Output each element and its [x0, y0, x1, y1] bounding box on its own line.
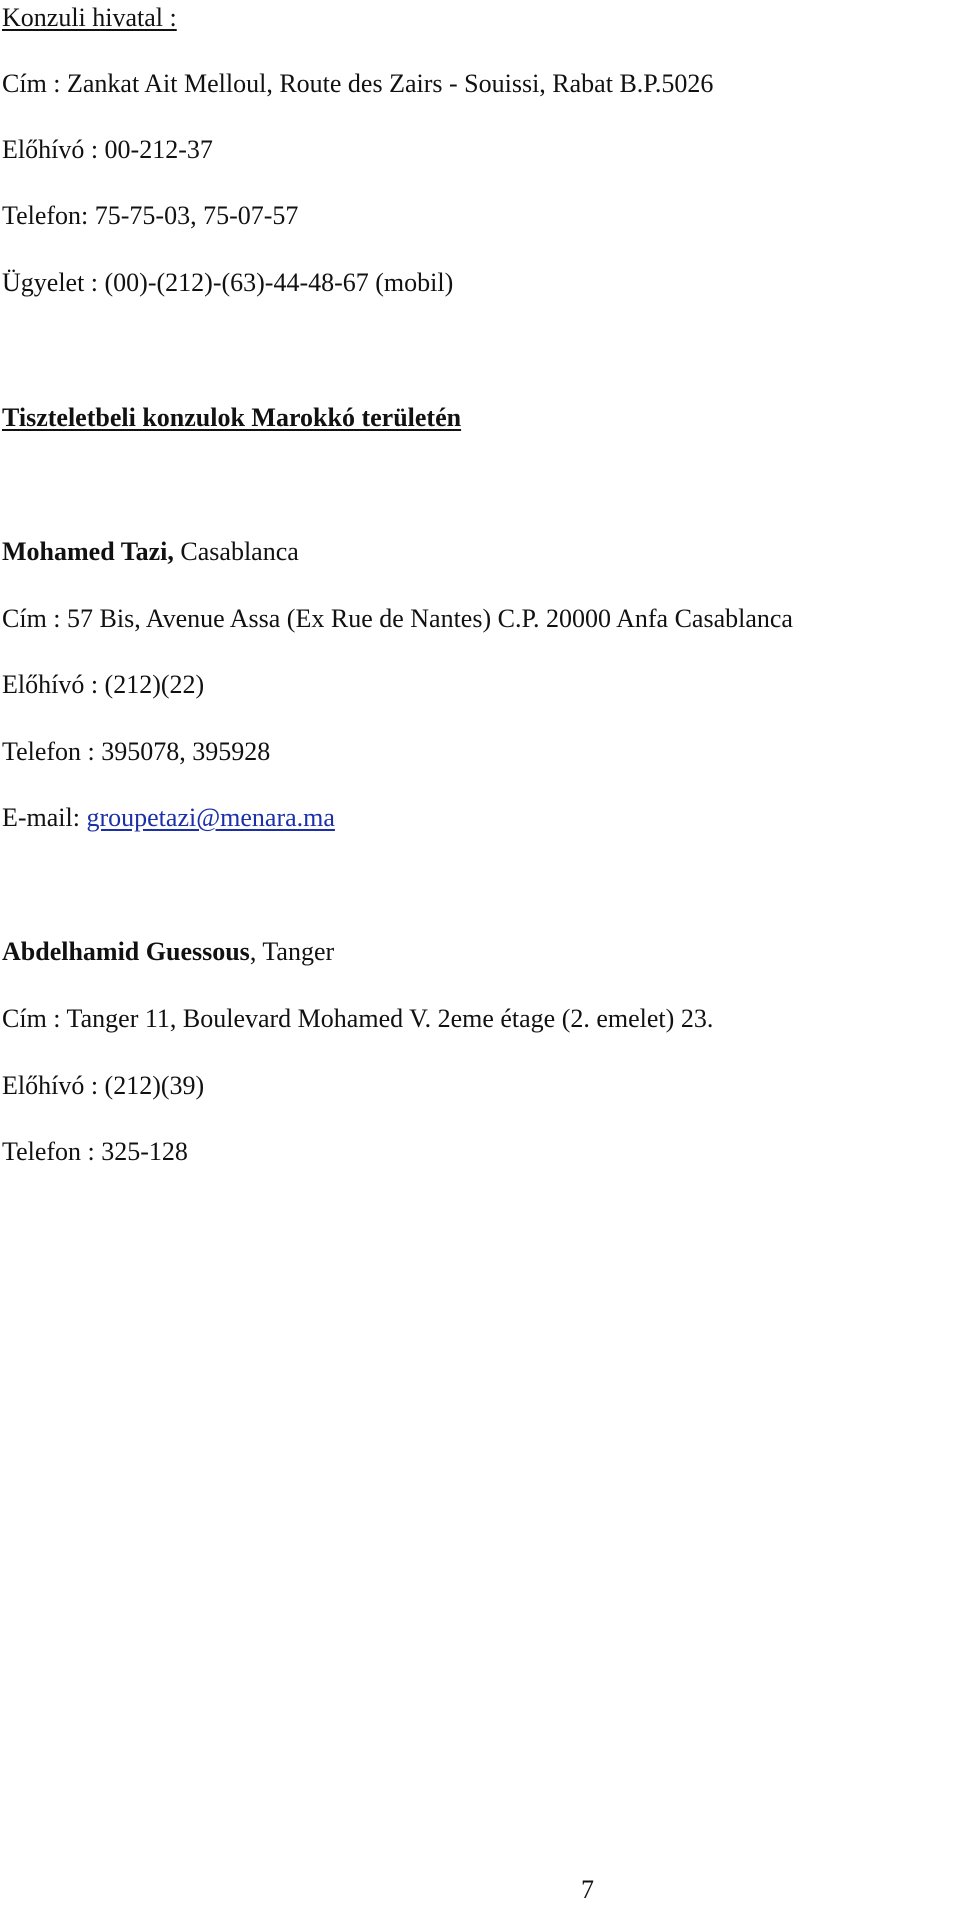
consul-phone: Telefon : 325-128	[2, 1137, 188, 1166]
email-label: E-mail:	[2, 803, 87, 832]
consul-phone: Telefon : 395078, 395928	[2, 737, 271, 766]
consul-address: Cím : 57 Bis, Avenue Assa (Ex Rue de Nantes) C.P. 20000 Anfa Casablanca	[2, 604, 793, 633]
consul-prefix: Előhívó : (212)(39)	[2, 1071, 205, 1100]
email-link[interactable]: groupetazi@menara.ma	[86, 803, 335, 832]
consulate-phone: Telefon: 75-75-03, 75-07-57	[2, 201, 299, 230]
consul-name-line	[2, 536, 299, 568]
consul-name: Mohamed Tazi,	[2, 537, 174, 566]
consul-city: , Tanger	[249, 937, 335, 966]
page-number: 7	[581, 1875, 594, 1904]
consul-prefix: Előhívó : (212)(22)	[2, 670, 205, 699]
consulate-duty-phone: Ügyelet : (00)-(212)-(63)-44-48-67 (mobil)	[2, 268, 454, 297]
consulate-address: Cím : Zankat Ait Melloul, Route des Zairs - Souissi, Rabat B.P.5026	[2, 69, 714, 98]
consulate-prefix: Előhívó : 00-212-37	[2, 135, 213, 164]
consul-name: Abdelhamid Guessous	[2, 937, 250, 966]
consul-address: Cím : Tanger 11, Boulevard Mohamed V. 2eme étage (2. emelet) 23.	[2, 1004, 714, 1033]
consul-email-line	[2, 802, 335, 834]
consulate-section-title: Konzuli hivatal :	[2, 3, 177, 32]
consul-city: Casablanca	[173, 537, 299, 566]
honorary-consuls-heading: Tiszteletbeli konzulok Marokkó területén	[2, 403, 462, 432]
consul-name-line	[2, 936, 334, 968]
